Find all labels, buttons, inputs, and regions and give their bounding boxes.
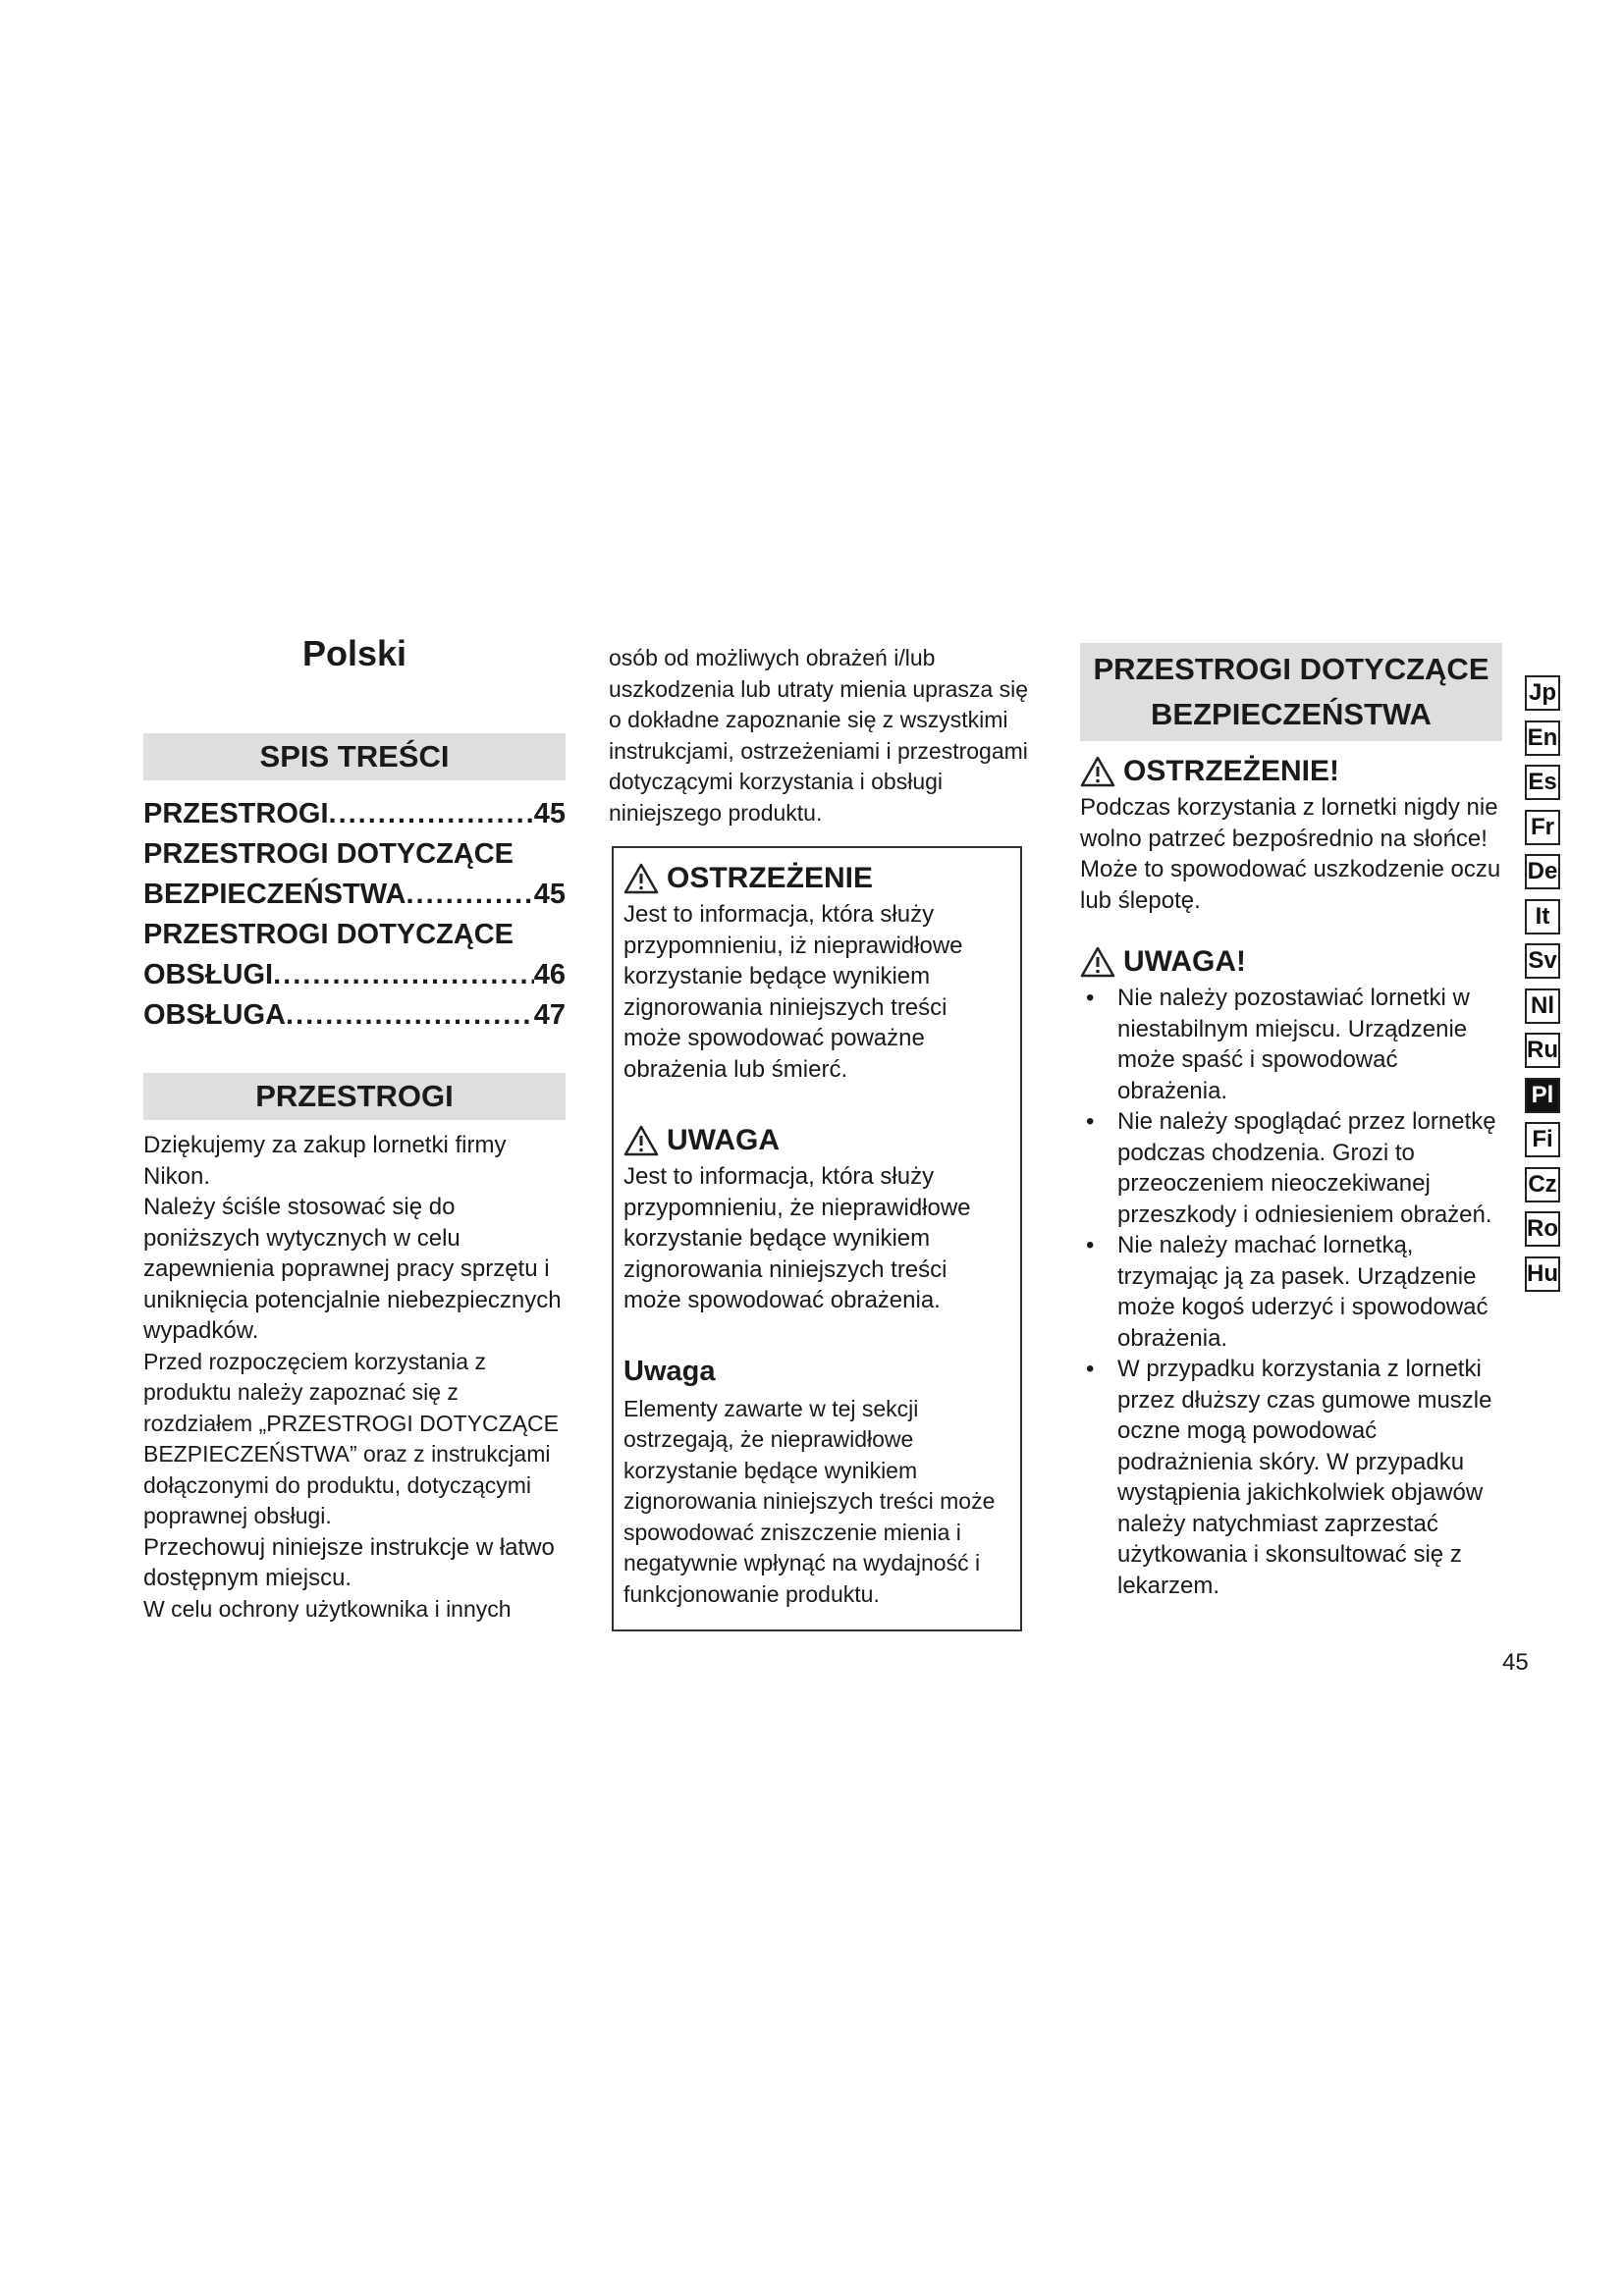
warning-triangle-icon [623, 1125, 659, 1156]
language-tabs [1525, 675, 1562, 1301]
toc-heading: SPIS TREŚCI [143, 733, 566, 780]
warning-triangle-icon [623, 863, 659, 894]
caution-heading [1080, 945, 1502, 979]
toc-entry-page: 45 [533, 879, 566, 910]
warning-text: Podczas korzystania z lornetki nigdy nie wolno patrzeć bezpośrednio na słońce! Może to spowodować uszkodzenie oczu lub ślepotę. [1080, 794, 1501, 914]
list-item: • W przypadku korzystania z lornetki przez dłuższy czas gumowe muszle oczne mogą powodować podrażnienia skóry. W przypadku wystąpienia jakichkolwiek objawów należy natychmiast zaprzestać użytkowania i skonsultować się z lekarzem. [1080, 1354, 1502, 1601]
toc-entry[interactable] [143, 794, 566, 834]
lang-tab-fi[interactable]: Fi [1525, 1122, 1560, 1157]
note-text: Elementy zawarte w tej sekcji ostrzegają, że nieprawidłowe korzystanie będące wynikiem zignorowania niniejszych treści może spowodować zniszczenie mienia i negatywnie wpłynąć na wydajność i funkcjonowanie produktu. [623, 1395, 996, 1607]
intro-text [143, 1130, 566, 1625]
lang-tab-it[interactable]: It [1525, 899, 1560, 934]
table-of-contents [143, 794, 566, 1036]
paragraph: Należy ściśle stosować się do poniższych wytycznych w celu zapewnienia poprawnej pracy sprzętu i uniknięcia potencjalnie niebezpiecznych wypadków. [143, 1194, 562, 1344]
lang-tab-cz[interactable]: Cz [1525, 1167, 1560, 1202]
list-item: • Nie należy pozostawiać lornetki w niestabilnym miejscu. Urządzenie może spaść i spowodować obrażenia. [1080, 983, 1502, 1106]
lang-tab-ro[interactable]: Ro [1525, 1211, 1560, 1247]
warning-triangle-icon [1080, 946, 1115, 978]
caution-text: Jest to informacja, która służy przypomnieniu, że nieprawidłowe korzystanie będące wynikiem zignorowania niniejszych treści może spowodować obrażenia. [623, 1163, 971, 1313]
paragraph: osób od możliwych obrażeń i/lub uszkodzenia lub utraty mienia uprasza się o dokładne zapoznanie się z wszystkimi instrukcjami, ostrzeżeniami i przestrogami dotyczącymi korzystania i obsługi niniejszego produktu. [609, 645, 1029, 826]
section-heading: PRZESTROGI [143, 1073, 566, 1120]
left-column [143, 633, 566, 1625]
toc-entry[interactable] [143, 834, 566, 915]
paragraph: Dziękujemy za zakup lornetki firmy Nikon. [143, 1132, 507, 1190]
toc-entry[interactable] [143, 995, 566, 1036]
toc-entry-page: 46 [533, 959, 566, 990]
lang-tab-ru[interactable]: Ru [1525, 1033, 1560, 1068]
paragraph: Przed rozpoczęciem korzystania z produktu należy zapoznać się z rozdziałem „PRZESTROGI DOTYCZĄCE BEZPIECZEŃSTWA” oraz z instrukcjami dołączonymi do produktu, dotyczącymi poprawnej obsługi. [143, 1348, 559, 1528]
paragraph: Przechowuj niniejsze instrukcje w łatwo dostępnym miejscu. [143, 1533, 555, 1591]
lang-tab-nl[interactable]: Nl [1525, 988, 1560, 1024]
caution-title: UWAGA [667, 1124, 780, 1156]
lang-tab-hu[interactable]: Hu [1525, 1256, 1560, 1292]
lang-tab-pl[interactable]: Pl [1525, 1078, 1560, 1113]
symbols-legend-box [612, 846, 1022, 1631]
warning-triangle-icon [1080, 756, 1115, 787]
toc-entry-name: OBSŁUGA [143, 999, 286, 1031]
warning-text: Jest to informacja, która służy przypomnieniu, iż nieprawidłowe korzystanie będące wynikiem zignorowania niniejszych treści może spowodować poważne obrażenia lub śmierć. [623, 901, 963, 1083]
toc-entry-name: OBSŁUGI [143, 959, 274, 990]
right-column [1080, 643, 1502, 1601]
safety-heading-line: PRZESTROGI DOTYCZĄCE [1093, 652, 1489, 686]
toc-entry-name: PRZESTROGI [143, 798, 329, 829]
lang-tab-sv[interactable]: Sv [1525, 943, 1560, 979]
lang-tab-es[interactable]: Es [1525, 765, 1560, 800]
page-number: 45 [1502, 1649, 1529, 1676]
safety-heading-line: BEZPIECZEŃSTWA [1151, 697, 1432, 731]
lang-tab-jp[interactable]: Jp [1525, 675, 1560, 711]
toc-entry[interactable] [143, 915, 566, 995]
paragraph: W celu ochrony użytkownika i innych [143, 1595, 512, 1622]
middle-column [609, 643, 1031, 828]
warning-heading [623, 862, 1010, 895]
lang-tab-en[interactable]: En [1525, 721, 1560, 756]
toc-entry-name: BEZPIECZEŃSTWA [143, 879, 406, 910]
list-item: • Nie należy machać lornetką, trzymając ją za pasek. Urządzenie może kogoś uderzyć i spowodować obrażenia. [1080, 1230, 1502, 1354]
list-item: • Nie należy spoglądać przez lornetkę podczas chodzenia. Grozi to przeoczeniem nieoczekiwanej przeszkody i odniesieniem obrażeń. [1080, 1106, 1502, 1230]
toc-entry-page: 45 [533, 798, 566, 829]
lang-tab-de[interactable]: De [1525, 854, 1560, 889]
caution-heading [623, 1124, 1010, 1157]
toc-entry-name: PRZESTROGI DOTYCZĄCE [143, 838, 514, 870]
warning-heading [1080, 755, 1502, 788]
lang-tab-fr[interactable]: Fr [1525, 810, 1560, 845]
caution-title: UWAGA! [1123, 945, 1246, 978]
warning-title: OSTRZEŻENIE [667, 862, 874, 894]
safety-heading [1080, 643, 1502, 741]
toc-entry-name: PRZESTROGI DOTYCZĄCE [143, 919, 514, 950]
language-title: Polski [301, 633, 407, 673]
toc-entry-page: 47 [533, 999, 566, 1031]
warning-title: OSTRZEŻENIE! [1123, 755, 1340, 787]
caution-list [1080, 983, 1502, 1601]
note-title: Uwaga [623, 1355, 716, 1387]
